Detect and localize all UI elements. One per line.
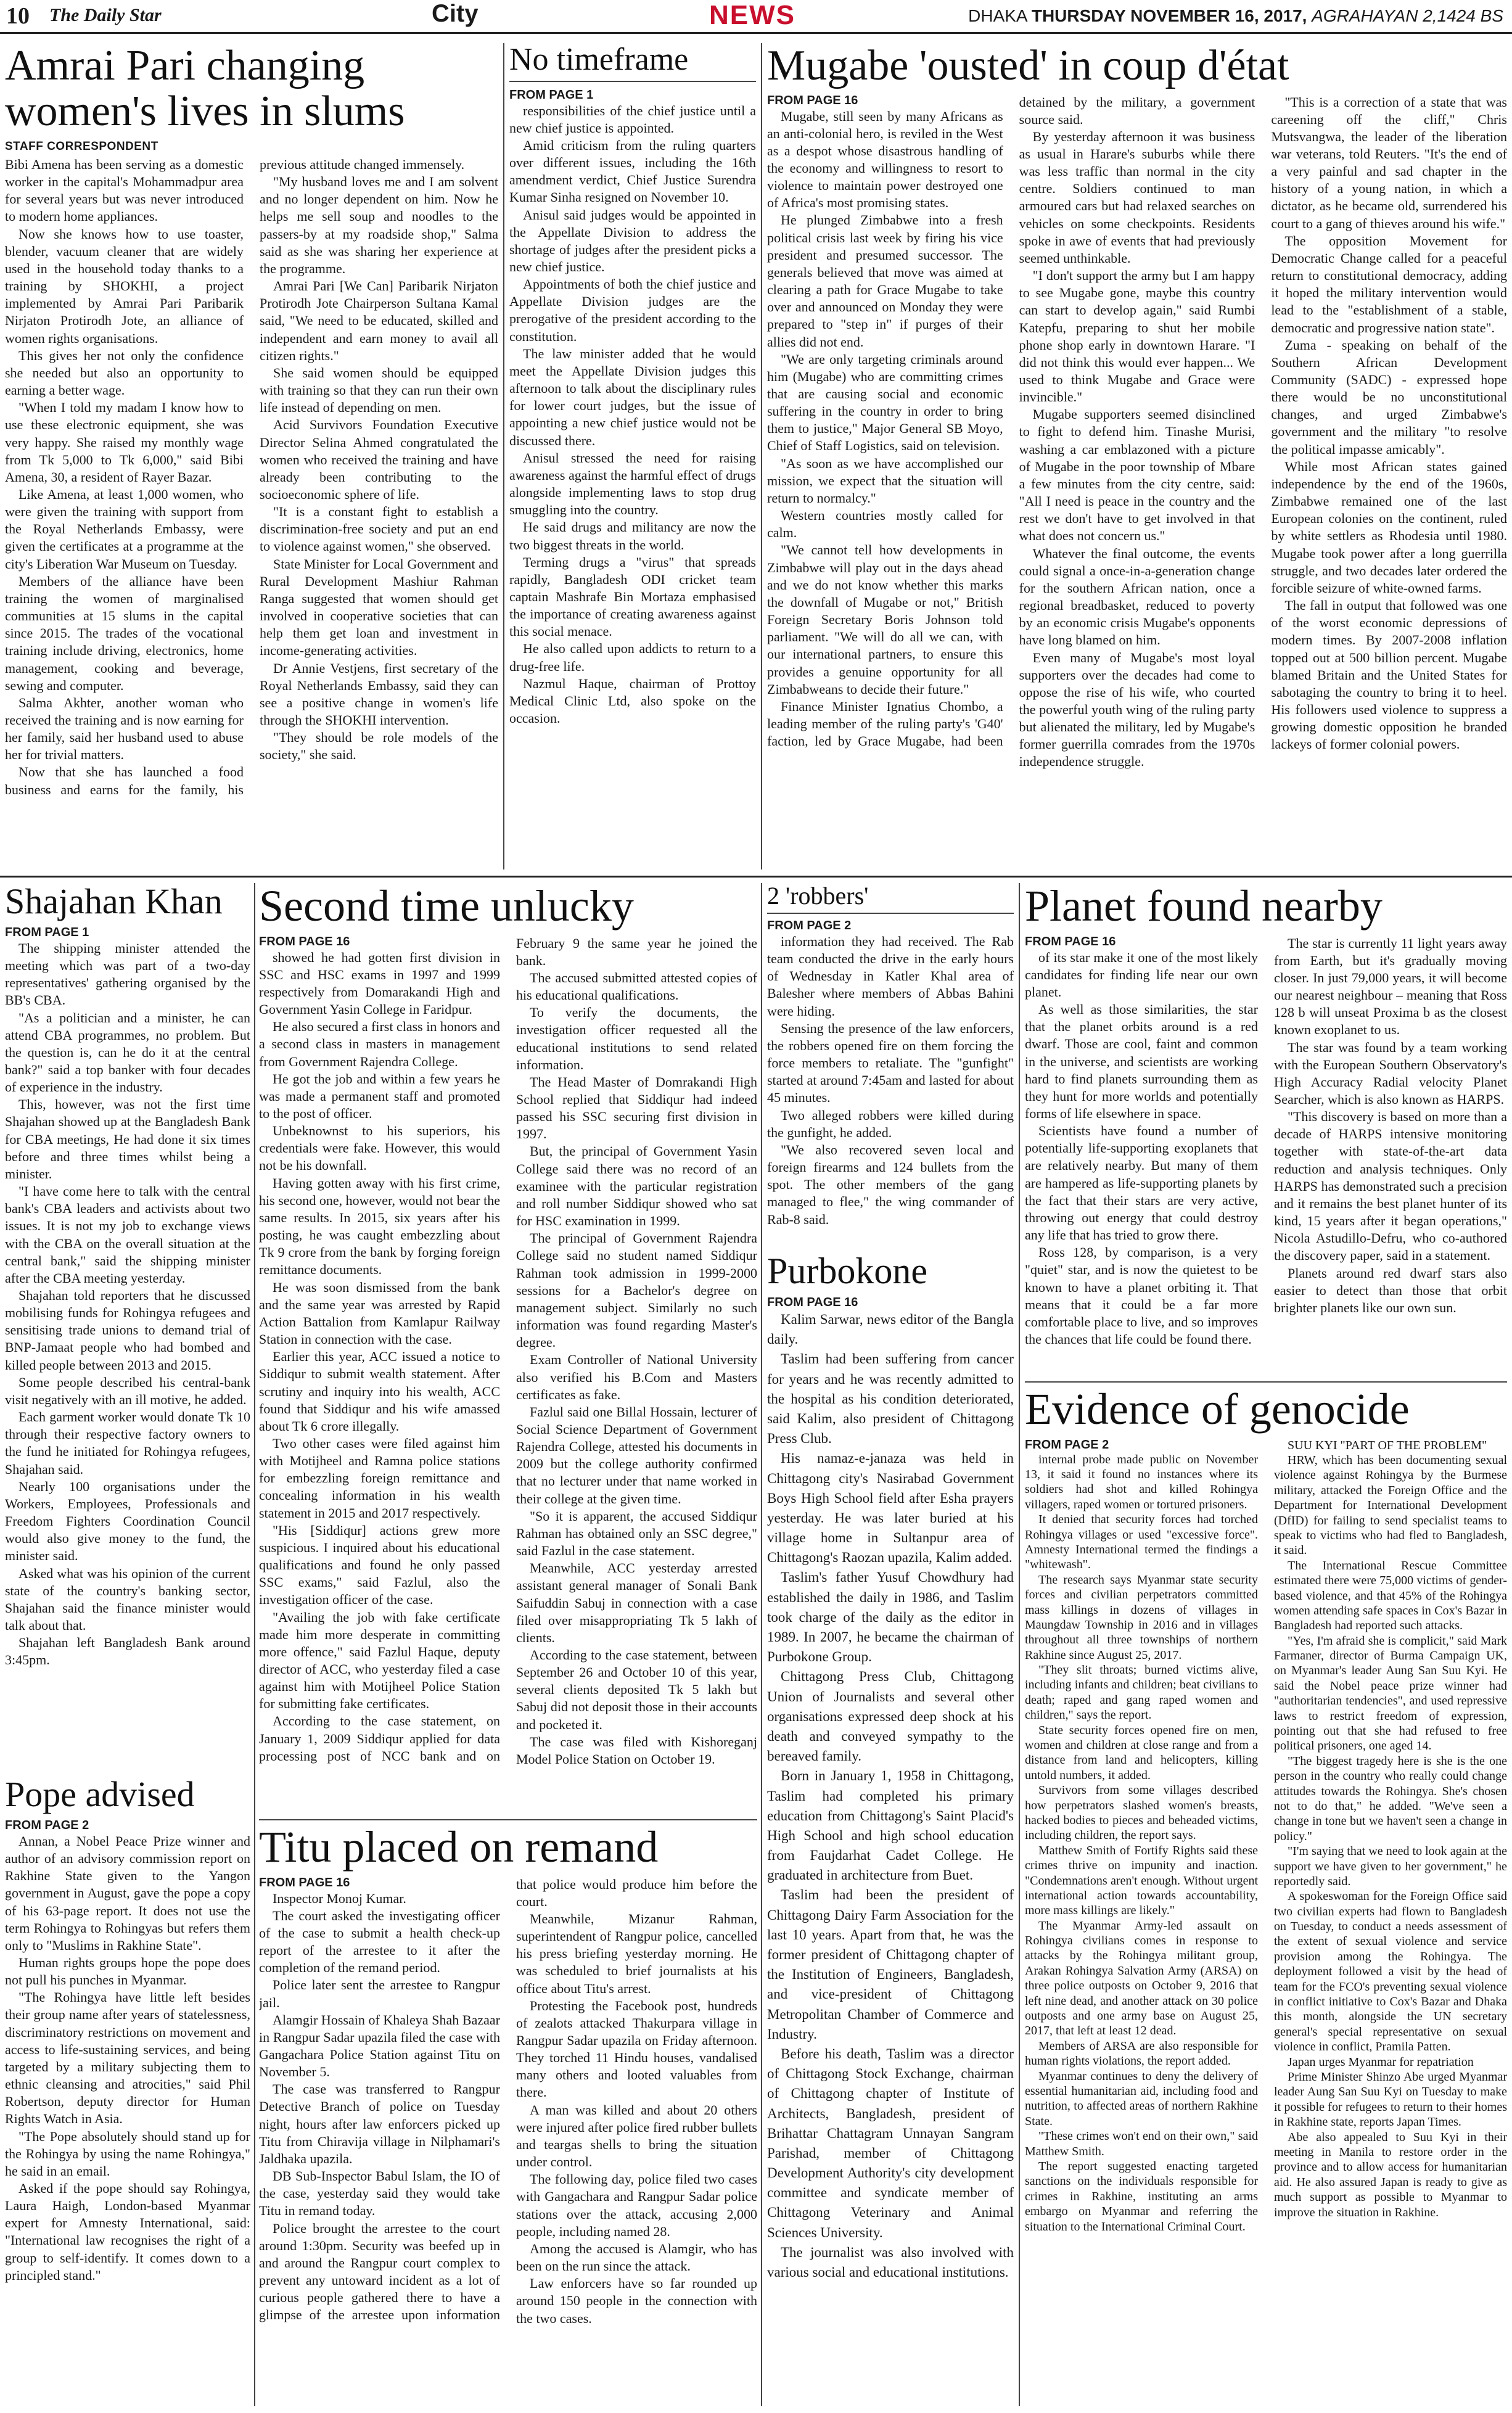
dateline: DHAKA THURSDAY NOVEMBER 16, 2017, AGRAHAYAN 2,1424 BS xyxy=(968,6,1503,25)
article-paragraph: Police later sent the arrestee to Rangpur jail. xyxy=(259,1977,500,2010)
article-paragraph: Taslim had been the president of Chittagong Dairy Farm Association for the last 10 years. Apart from that, he was the former president of Chittagong chapter of the Institution of Engineers, Bangladesh, and vice-president of Chittagong Metropolitan Chamber of Commerce and Industry. xyxy=(767,1887,1014,2042)
article-paragraph: He was soon dismissed from the bank and the same year was arrested by Rapid Action Battalion from Kamlapur Railway Station in connection with the case. xyxy=(259,1279,500,1347)
article-paragraph: "I'm saying that we need to look again at the support we have given to her government," he reportedly said. xyxy=(1274,1844,1507,1888)
article-paragraph: internal probe made public on November 13, it said it found no instances where its soldiers had shot and killed Rohingya villagers, raped women or tortured prisoners. xyxy=(1025,1452,1258,1511)
article-paragraph: Survivors from some villages described how perpetrators slashed women's breasts, hacked bodies to pieces and beheaded victims, including children, the report says. xyxy=(1025,1783,1258,1843)
article-paragraph: Earlier this year, ACC issued a notice to Siddiqur to submit wealth statement. After scrutiny and inquiry into his wealth, ACC found that Siddiqur and his wife amassed about Tk 6 crore illegally. xyxy=(259,1349,500,1434)
article-shajahan-khan xyxy=(5,883,250,1759)
article-paragraph: Ross 128, by comparison, is a very "quiet" star, and is now the quietest to be known to have a planet orbiting it. That means that it could be a far more comfortable place to live, and so improves the chances that life could be found there. xyxy=(1025,1244,1258,1347)
article-paragraph: Having gotten away with his first crime, his second one, however, would not bear the same results. In 2015, six years after his posting, he was caught embezzling about Tk 9 crore from the bank by forging foreign remittance documents. xyxy=(259,1175,500,1278)
article-paragraph: His namaz-e-janaza was held in Chittagong city's Nasirabad Government Boys High School field after Esha prayers yesterday. He was later buried at his village home in Sultanpur area of Chittagong's Raozan upazila, Kalim added. xyxy=(767,1450,1014,1566)
article-paragraph: Now she knows how to use toaster, blender, vacuum cleaner that are widely used in the household today thanks to a training by SHOKHI, a project implemented by Amrai Pari Paribarik Nirjaton Protirodh Jote, an alliance of women rights organisations. xyxy=(5,226,244,346)
article-paragraph: "I don't support the army but I am happy to see Mugabe gone, maybe this country can start to develop again," said Rumbi Katepfu, preparing to shut her mobile phone shop early in downtown Harare. "I did not think this would ever happen... We used to think Mugabe and Grace were invincible." xyxy=(1019,268,1255,405)
article-paragraph: Planets around red dwarf stars also easier to detect than those that orbit brighter planets like our own sun. xyxy=(1274,1265,1507,1315)
article-paragraph: Terming drugs a "virus" that spreads rapidly, Bangladesh ODI cricket team captain Mashrafe Bin Mortaza emphasised the importance of creating awareness against this social menace. xyxy=(509,554,756,639)
article-paragraph: Members of ARSA are also responsible for human rights violations, the report added. xyxy=(1025,2039,1258,2068)
headline: 2 'robbers' xyxy=(767,883,1014,914)
article-2-robbers xyxy=(767,883,1014,1247)
article-paragraph: The research says Myanmar state security forces and civilian perpetrators committed mass killings in dozens of villages in Maungdaw Township in 2016 and in villages throughout all three townships of northern Rakhine since August 25, 2017. xyxy=(1025,1572,1258,1662)
headline: Amrai Pari changing women's lives in slums xyxy=(5,43,405,135)
page-number: 10 xyxy=(6,3,30,29)
article-paragraph: Appointments of both the chief justice and Appellate Division judges are the prerogative of the president according to the constitution. xyxy=(509,276,756,344)
article-paragraph: SUU KYI "PART OF THE PROBLEM" xyxy=(1288,1438,1487,1452)
article-paragraph: But, the principal of Government Yasin College said there was no record of an examinee with the particular registration and roll number Siddiqur showed who sat for HSC examination in 1999. xyxy=(516,1143,757,1229)
article-paragraph: "They should be role models of the society," she said. xyxy=(260,730,498,763)
article-paragraph: Some people described his central-bank visit negatively with an ill motive, he added. xyxy=(5,1374,250,1407)
article-paragraph: Exam Controller of National University also verified his B.Com and Masters certificates as fake. xyxy=(516,1352,757,1402)
article-paragraph: The Myanmar Army-led assault on Rohingya civilians comes in response to attacks by the Rohingya militant group, Arakan Rohingya Salvation Army (ARSA) on three police outposts on October 9, 2016 that left nine dead, and another attack on 30 police outposts and one army base on August 25, 2017, that left at least 12 dead. xyxy=(1025,1918,1258,2038)
article-paragraph: It denied that security forces had torched Rohingya villages or used "excessive force". Amnesty International termed the findings a "whitewash". xyxy=(1025,1513,1258,1572)
headline: Purbokone xyxy=(767,1252,927,1291)
article-paragraph: Before his death, Taslim was a director of Chittagong Stock Exchange, chairman of Chittagong chapter of Institute of Architects, Bangladesh, president of Brihattar Chattagram Unnayan Sangram Parishad, member of Chittagong Development Authority's city development committee and syndicate member of Chittagong Veterinary and Animal Sciences University. xyxy=(767,2045,1014,2240)
article-paragraph: A man was killed and about 20 others were injured after police fired rubber bullets and teargas shells to bring the situation under control. xyxy=(516,2102,757,2170)
article-paragraph: According to the case statement, on January 1, 2009 Siddiqur applied for data processing post of NCC bank and on February 9 the same year he joined the bank. xyxy=(259,935,757,1764)
article-paragraph: "They slit throats; burned victims alive, including infants and children; beat civilians to death; raped and gang raped women and children," says the report. xyxy=(1025,1663,1258,1722)
article-paragraph: of its star make it one of the most likely candidates for finding life near our own planet. xyxy=(1025,949,1258,1000)
article-paragraph: The case was transferred to Rangpur Detective Branch of police on Tuesday night, hours after law enforcers picked up Titu from Chiravija village in Nilphamari's Jaldhaka upazila. xyxy=(259,2081,500,2166)
article-paragraph: "We also recovered seven local and foreign firearms and 124 bullets from the spot. The other members of the gang managed to flee," the wing commander of Rab-8 said. xyxy=(767,1141,1014,1227)
article-paragraph: The journalist was also involved with various social and educational institutions. xyxy=(767,2244,1014,2280)
article-paragraph: The court asked the investigating officer of the case to submit a health check-up report of the arrestee to it after the completion of the remand period. xyxy=(259,1907,500,1976)
article-paragraph: "The biggest tragedy here is she is the one person in the country who really could change attitudes towards the Rohingya. She's chosen not to do that," he added. "We've seen a change in tone but we haven't seen a change in policy." xyxy=(1274,1754,1507,1843)
article-paragraph: The fall in output that followed was one of the worst economic depressions of modern times. By 2007-2008 inflation topped out at 500 billion percent. Mugabe blamed Britain and the United States for sabotaging the country to bring it to heel. His followers used violence to suppress a growing domestic opposition he branded lackeys of former colonial powers. xyxy=(1271,598,1507,752)
article-paragraph: Amid criticism from the ruling quarters over different issues, including the 16th amendment verdict, Chief Justice Surendra Kumar Sinha resigned on November 10. xyxy=(509,137,756,205)
article-purbokone xyxy=(767,1252,1014,2405)
article-paragraph: The principal of Government Rajendra College said no student named Siddiqur Rahman took admission in 1999-2000 sessions for a Bachelor's degree on management subject. Similarly no such information was found regarding Master's degree. xyxy=(516,1230,757,1350)
article-paragraph: Nearly 100 organisations under the Workers, Employees, Professionals and Freedom Fighters Coordination Council would also give money to the fund, the minister said. xyxy=(5,1478,250,1564)
jump-kicker: FROM PAGE 2 xyxy=(1025,1437,1109,1452)
article-paragraph: Human rights groups hope the pope does not pull his punches in Myanmar. xyxy=(5,1954,250,1988)
article-paragraph: "My husband loves me and I am solvent and no longer dependent on him. Now he helps me sell soup and noodles to the passers-by at my roadside shop," Salma said as she was sharing her experience at the programme. xyxy=(260,174,498,276)
masthead-bar xyxy=(0,0,1512,34)
column-rule xyxy=(1019,883,1020,2406)
article-no-timeframe xyxy=(509,43,756,869)
article-paragraph: This gives her not only the confidence she needed but also an opportunity to earning a better wage. xyxy=(5,347,244,398)
article-paragraph: Inspector Monoj Kumar. xyxy=(273,1890,406,1906)
jump-kicker: FROM PAGE 2 xyxy=(5,1818,89,1832)
jump-kicker: FROM PAGE 16 xyxy=(767,1296,858,1309)
article-paragraph: As well as those similarities, the star that the planet orbits around is a red dwarf. Those are cool, faint and common in the universe, and scientists are working hard to find planets surrounding them as they hunt for more worlds and potentially forms of life elsewhere in space. xyxy=(1025,1001,1258,1121)
article-body xyxy=(1025,935,1507,1354)
article-paragraph: The report suggested enacting targeted sanctions on the individuals responsible for crimes in Rakhine, instituting an arms embargo on Myanmar and referring the situation to the International Criminal Court. xyxy=(1025,2159,1258,2234)
article-paragraph: Dr Annie Vestjens, first secretary of the Royal Netherlands Embassy, said they can see a positive change in women's life through the SHOKHI intervention. xyxy=(260,660,498,728)
article-paragraph: The following day, police filed two cases with Gangachara and Rangpur Sadar police stations over the attack, accusing 2,000 people, including named 28. xyxy=(516,2171,757,2239)
article-paragraph: By yesterday afternoon it was business as usual in Harare's suburbs while there was less traffic than normal in the city centre. Soldiers continued to man armoured cars but had relaxed searches on vehicles on some checkpoints. Residents spoke in awe of events that had previously seemed unthinkable. xyxy=(1019,128,1255,266)
article-paragraph: He said drugs and militancy are now the two biggest threats in the world. xyxy=(509,519,756,553)
article-paragraph: Prime Minister Shinzo Abe urged Myanmar leader Aung San Suu Kyi on Tuesday to make it possible for refugees to return to their homes in Rakhine state, reports Japan Times. xyxy=(1274,2070,1507,2129)
article-paragraph: Abe also appealed to Suu Kyi in their meeting in Manila to restore order in the province and to allow access for humanitarian aid. He also assured Japan is ready to give as much support as possible to Myanmar to improve the situation in Rakhine. xyxy=(1274,2130,1507,2219)
article-paragraph: "So it is apparent, the accused Siddiqur Rahman has obtained only an SSC degree," said Fazlul in the case statement. xyxy=(516,1508,757,1559)
article-titu-remand xyxy=(259,1819,757,2413)
article-paragraph: Scientists have found a number of potentially life-supporting exoplanets that are relatively nearby. But many of them are hampered as life-supporting planets by the fact that their stars are very active, throwing out energy that could destroy any life that has tried to grow there. xyxy=(1025,1123,1258,1243)
article-paragraph: responsibilities of the chief justice until a new chief justice is appointed. xyxy=(509,102,756,136)
article-paragraph: Bibi Amena has been serving as a domestic worker in the capital's Mohammadpur area for several years but was never introduced to modern home appliances. xyxy=(5,157,244,224)
article-paragraph: He also called upon addicts to return to a drug-free life. xyxy=(509,641,756,674)
article-paragraph: "The Rohingya have little left besides their group name after years of statelessness, discriminatory restrictions on movement and access to life-sustaining services, and being targeted by a military subjecting them to ethnic cleansing and atrocities," said Phil Robertson, deputy director for Human Rights Watch in Asia. xyxy=(5,1989,250,2127)
article-body xyxy=(767,1296,1014,2282)
headline: Planet found nearby xyxy=(1025,883,1383,931)
headline: Shajahan Khan xyxy=(5,883,223,921)
article-body xyxy=(259,1876,757,2400)
article-paragraph: Asked if the pope should say Rohingya, Laura Haigh, London-based Myanmar expert for Amnesty International, said: "International law recognises the right of a group to self-identify. It comes down to a principled stand." xyxy=(5,2181,250,2283)
article-paragraph: She said women should be equipped with training so that they can run their own life instead of depending on men. xyxy=(260,364,498,416)
article-paragraph: The opposition Movement for Democratic Change called for a peaceful return to constitutional democracy, adding it hoped the military intervention would lead to the "establishment of a stable, democratic and progressive nation state". xyxy=(1271,232,1507,335)
article-paragraph: State Minister for Local Government and Rural Development Mashiur Rahman Ranga suggested that women should get involved in cooperative societies that can help them get loan and investment in income-generating activities. xyxy=(260,556,498,659)
article-paragraph: Taslim's father Yusuf Chowdhury had established the daily in 1986, and Taslim took charge of the daily as the editor in 1989. In 2007, he became the chairman of Purbokone Group. xyxy=(767,1569,1014,1665)
article-paragraph: Protesting the Facebook post, hundreds of zealots attacked Thakurpara village in Rangpur Sadar upazila on Friday afternoon. They torched 11 Hindu houses, vandalised many others and looted valuables from there. xyxy=(516,1997,757,2100)
article-paragraph: Even many of Mugabe's most loyal supporters over the decades had come to oppose the rise of his wife, who courted the powerful youth wing of the ruling party but alienated the military, led by Mugabe's former guerrilla comrades from the 1970s independence struggle. xyxy=(1019,649,1255,770)
article-paragraph: Western countries mostly called for calm. xyxy=(767,508,1003,541)
column-rule xyxy=(254,883,255,2406)
article-paragraph: The International Rescue Committee estimated there were 75,000 victims of gender-based violence, and that 45% of the Rohingya women attending safe spaces in Cox's Bazar in Bangladesh had reported such attacks. xyxy=(1274,1558,1507,1633)
article-pope-advised xyxy=(5,1776,250,2405)
headline: Second time unlucky xyxy=(259,883,634,931)
article-paragraph: "This discovery is based on more than a decade of HARPS intensive monitoring together with state-of-the-art data reduction and analysis techniques. Only HARPS has demonstrated such a precision and it remains the best planet hunter of its kind, 15 years after it began operations," Nicola Astudillo-Defru, who co-authored the discovery paper, said in a statement. xyxy=(1274,1109,1507,1264)
article-paragraph: Among the accused is Alamgir, who has been on the run since the attack. xyxy=(516,2240,757,2274)
article-paragraph: Annan, a Nobel Peace Prize winner and author of an advisory commission report on Rakhine State given to the Yangon government in August, gave the pope a copy of his 63-page report. It does not use the term Rohingya to Rohingyas but refers them only to "Muslims in Rakhine State". xyxy=(5,1833,250,1953)
article-paragraph: "We cannot tell how developments in Zimbabwe will play out in the days ahead and we do not know whether this marks the downfall of Mugabe or not," British Foreign Secretary Boris Johnson told parliament. "We will do all we can, with our international partners, to ensure this provides a genuine opportunity for all Zimbabweans to decide their future." xyxy=(767,542,1003,697)
article-paragraph: Fazlul said one Billal Hossain, lecturer of Social Science Department of Government Rajendra College, attested his documents in 2009 but the college authority confirmed that no lecturer under that name worked in their college at the given time. xyxy=(516,1404,757,1507)
article-paragraph: DB Sub-Inspector Babul Islam, the IO of the case, yesterday said they would take Titu in remand today. xyxy=(259,2168,500,2219)
article-paragraph: The star is currently 11 light years away from Earth, but it's gradually moving closer. In just 79,000 years, it will become our nearest neighbour – meaning that Ross 128 b will unseat Proxima b as the closest known exoplanet to us. xyxy=(1274,935,1507,1038)
article-mugabe xyxy=(767,43,1507,869)
article-paragraph: Finance Minister Ignatius Chombo, a leading member of the ruling party's 'G40' faction, led by Grace Mugabe, had been detained by the military, a government source said. xyxy=(767,94,1255,749)
article-paragraph: Members of the alliance have been training the women of marginalised communities at 15 slums in the capital since 2015. The trades of the vocational training include driving, electronics, home management, cooking and beverage, sewing and computer. xyxy=(5,573,244,693)
section-name: City xyxy=(432,0,479,27)
article-paragraph: Asked what was his opinion of the current state of the country's banking sector, Shajahan said the finance minister would talk about that. xyxy=(5,1565,250,1633)
article-paragraph: Matthew Smith of Fortify Rights said these crimes thrive on impunity and inaction. "Condemnations aren't enough. Without urgent international action towards accountability, more mass killings are likely." xyxy=(1025,1843,1258,1918)
article-body xyxy=(259,935,757,1798)
article-paragraph: State security forces opened fire on men, women and children at close range and from a distance from land and helicopters, killing untold numbers, it added. xyxy=(1025,1723,1258,1782)
article-paragraph: Anisul stressed the need for raising awareness against the harmful effect of drugs alongside implementing laws to stop drug smuggling into the country. xyxy=(509,450,756,518)
article-second-time-unlucky xyxy=(259,883,757,1814)
article-paragraph: Meanwhile, Mizanur Rahman, superintendent of Rangpur police, cancelled his press briefing yesterday morning. He was scheduled to brief journalists at his office about Titu's arrest. xyxy=(516,1910,757,1996)
article-paragraph: Zuma - speaking on behalf of the Southern African Development Community (SADC) - expressed hope there would be no unconstitutional changes, and urged Zimbabwe's government and the military "to resolve the political impasse amicably". xyxy=(1271,337,1507,457)
article-paragraph: "We are only targeting criminals around him (Mugabe) who are committing crimes that are causing social and economic suffering in the country in order to bring them to justice," Major General SB Moyo, Chief of Staff Logistics, said on television. xyxy=(767,351,1003,454)
article-paragraph: Myanmar continues to deny the delivery of essential humanitarian aid, including food and nutrition, to affected areas of northern Rakhine State. xyxy=(1025,2069,1258,2128)
article-paragraph: Two alleged robbers were killed during the gunfight, he added. xyxy=(767,1107,1014,1140)
article-paragraph: showed he had gotten first division in SSC and HSC exams in 1997 and 1999 respectively from Domarakandi High and Government Yasin College in Faridpur. xyxy=(259,949,500,1017)
headline: Evidence of genocide xyxy=(1025,1384,1410,1434)
article-paragraph: Born in January 1, 1958 in Chittagong, Taslim had completed his primary education from Chittagong's Saint Placid's High School and high school education from Faujdarhat Cadet College. He graduated in architecture from Buet. xyxy=(767,1768,1014,1883)
article-body xyxy=(767,94,1507,861)
article-paragraph: Each garment worker would donate Tk 10 through their respective factory owners to the fund he initiated for Rohingya refugees, Shajahan said. xyxy=(5,1409,250,1477)
article-paragraph: Meanwhile, ACC yesterday arrested assistant general manager of Sonali Bank Saifuddin Sabuj in connection with a case filed over misappropriating Tk 5 lakh of clients. xyxy=(516,1560,757,1645)
paper-name: The Daily Star xyxy=(49,5,162,25)
article-paragraph: Like Amena, at least 1,000 women, who were given the training with support from the Royal Netherlands Embassy, were given the certificates at a programme at the city's Liberation War Museum on Tuesday. xyxy=(5,486,244,572)
article-paragraph: information they had received. The Rab team conducted the drive in the early hours of Wednesday in Katler Khal area of Balesher where members of Abbas Bahini were hiding. xyxy=(767,934,1014,1019)
article-paragraph: Unbeknownst to his superiors, his credentials were fake. However, this would not be his downfall. xyxy=(259,1123,500,1174)
article-paragraph: Now that she has launched a food business and earns for the family, his previous attitude changed immensely. xyxy=(5,157,465,797)
article-paragraph: The case was filed with Kishoreganj Model Police Station on October 19. xyxy=(516,1733,757,1767)
headline: No timeframe xyxy=(509,43,756,82)
article-paragraph: To verify the documents, the investigation officer requested all the educational institutions to send related information. xyxy=(516,1005,757,1072)
section-rule xyxy=(0,876,1512,878)
article-paragraph: A spokeswoman for the Foreign Office said two civilian experts had flown to Bangladesh on Tuesday, to conduct a needs assessment of the extent of sexual violence and service provision among the Rohingya. The deployment followed a visit by the head of team for the FCO's preventing sexual violence in conflict initiative to Cox's Bazar and Dhaka this month, alongside the UN secretary general's special representative on sexual violence in conflict, Pramila Patten. xyxy=(1274,1889,1507,2054)
article-paragraph: "When I told my madam I know how to use these electronic equipment, she was very happy. She raised my monthly wage from Tk 5,000 to Tk 6,000," said Bibi Amena, 30, a resident of Rayer Bazar. xyxy=(5,400,244,485)
article-body xyxy=(5,1819,250,2284)
headline: Titu placed on remand xyxy=(259,1822,659,1872)
article-paragraph: The Head Master of Domrakandi High School replied that Siddiqur had indeed passed his SSC securing first division in 1997. xyxy=(516,1074,757,1142)
jump-kicker: FROM PAGE 1 xyxy=(5,925,89,939)
jump-kicker: FROM PAGE 16 xyxy=(259,934,350,948)
article-paragraph: "The Pope absolutely should stand up for the Rohingya by using the name Rohingya," he said in an email. xyxy=(5,2128,250,2179)
column-rule xyxy=(761,883,762,2406)
article-paragraph: "Yes, I'm afraid she is complicit," said Mark Farmaner, director of Burma Campaign UK, on Myanmar's leader Aung San Suu Kyi. He said the Nobel peace prize winner had "authoritarian tendencies", and used repressive laws to restrict freedom of expression, pointing out that she had refused to free political prisoners, one aged 14. xyxy=(1274,1634,1507,1753)
article-paragraph: Anisul said judges would be appointed in the Appellate Division to address the shortage of judges after the president picks a new chief justice. xyxy=(509,207,756,274)
headline: Pope advised xyxy=(5,1776,195,1814)
article-paragraph: Taslim had been suffering from cancer for years and he was recently admitted to the hospital as his condition deteriorated, said Kalim, also president of Chittagong Press Club. xyxy=(767,1351,1014,1447)
article-paragraph: Law enforcers have so far rounded up around 150 people in the connection with the two cases. xyxy=(516,2275,757,2326)
article-paragraph: This, however, was not the first time Shajahan showed up at the Bangladesh Bank for CBA meetings, He had done it six times before and three times whilst being a minister. xyxy=(5,1096,250,1182)
article-paragraph: Shajahan left Bangladesh Bank around 3:45pm. xyxy=(5,1635,250,1668)
jump-kicker: FROM PAGE 16 xyxy=(767,93,858,107)
article-paragraph: Alamgir Hossain of Khaleya Shah Bazaar in Rangpur Sadar upazila filed the case with Gangachara Police Station against Titu on November 5. xyxy=(259,2012,500,2080)
article-paragraph: "This is a correction of a state that was careening off the cliff," Chris Mutsvangwa, the leader of the liberation war veterans, told Reuters. "It's the end of a very painful and sad chapter in the history of a young nation, in which a dictator, as he became old, surrendered his court to a gang of thieves around his wife." xyxy=(1271,94,1507,231)
jump-kicker: FROM PAGE 16 xyxy=(1025,934,1116,948)
article-paragraph: Salma Akhter, another woman who received the training and is now earning for her family, said her husband used to abuse her for trivial matters. xyxy=(5,694,244,763)
article-body xyxy=(767,919,1014,1228)
jump-kicker: FROM PAGE 1 xyxy=(509,88,594,102)
article-body xyxy=(5,926,250,1669)
article-paragraph: Japan urges Myanmar for repatriation xyxy=(1288,2055,1474,2069)
article-paragraph: "As soon as we have accomplished our mission, we expect that the situation will return to normalcy." xyxy=(767,455,1003,506)
article-body xyxy=(509,88,756,728)
article-paragraph: Two other cases were filed against him with Motijheel and Ramna police stations for embezzling foreign remittance and concealing information in his wealth statement in 2015 and 2017 respectively. xyxy=(259,1435,500,1521)
jump-kicker: FROM PAGE 16 xyxy=(259,1875,350,1889)
byline: STAFF CORRESPONDENT xyxy=(5,140,158,153)
article-paragraph: "I have come here to talk with the central bank's CBA leaders and activists about two issues. It is not my job to exchange views with the CBA on the overall situation at the central bank," said the shipping minister after the CBA meeting yesterday. xyxy=(5,1183,250,1286)
article-body xyxy=(5,156,498,837)
article-evidence-genocide xyxy=(1025,1381,1507,2413)
article-paragraph: While most African states gained independence by the end of the 1960s, Zimbabwe remained one of the last European colonies on the continent, ruled by white settlers as Rhodesia until 1980. Mugabe took power after a long guerrilla struggle, and two decades later ordered the forcible seizure of white-owned farms. xyxy=(1271,458,1507,596)
article-paragraph: According to the case statement, between September 26 and October 10 of this year, several clients deposited Tk 5 lakh but Sabuj did not deposit those in their accounts and pocketed it. xyxy=(516,1647,757,1732)
article-paragraph: "His [Siddiqur] actions grew more suspicious. I inquired about his educational qualifications and found he only passed SSC exams," said Fazlul, also the investigation officer of the case. xyxy=(259,1522,500,1608)
article-planet-found xyxy=(1025,883,1507,1376)
article-paragraph: Whatever the final outcome, the events could signal a once-in-a-generation change for the southern African nation, once a regional breadbasket, reduced to poverty by an economic crisis Mugabe's opponents have long blamed on him. xyxy=(1019,545,1255,648)
article-paragraph: Mugabe supporters seemed disinclined to fight to defend him. Tinashe Murisi, washing a car emblazoned with a picture of Mugabe in the poor township of Mbare a few minutes from the city centre, said: "All I need is peace in the country and the rest we don't have to get involved in that what does not concern us." xyxy=(1019,406,1255,544)
article-paragraph: "As a politician and a minister, he can attend CBA programmes, no problem. But the question is, can he do it at the central bank?" said a top banker with four decades of experience in the industry. xyxy=(5,1009,250,1095)
article-paragraph: The star was found by a team working with the European Southern Observatory's High Accuracy Radial velocity Planet Searcher, which is also known as HARPS. xyxy=(1274,1039,1507,1107)
article-paragraph: Nazmul Haque, chairman of Prottoy Medical Clinic Ltd, also spoke on the occasion. xyxy=(509,675,756,726)
column-rule xyxy=(761,43,762,869)
article-body xyxy=(1025,1438,1507,2400)
article-paragraph: He also secured a first class in honors and a second class in masters in management from Government Rajendra College. xyxy=(259,1019,501,1069)
article-paragraph: Kalim Sarwar, news editor of the Bangla daily. xyxy=(767,1312,1014,1347)
article-paragraph: Sensing the presence of the law enforcers, the robbers opened fire on them forcing the force members to retaliate. The "gunfight" started at around 7:45am and lasted for about 45 minutes. xyxy=(767,1020,1014,1106)
article-paragraph: Amrai Pari [We Can] Paribarik Nirjaton Protirodh Jote Chairperson Sultana Kamal said, "We need to be educated, skilled and independent and earn money to avail all citizen rights." xyxy=(260,278,498,363)
article-paragraph: The law minister added that he would meet the Appellate Division judges this afternoon to talk about the disciplinary rules for lower court judges, but the issue of appointing a new chief justice would not be discussed there. xyxy=(509,345,756,448)
article-paragraph: "It is a constant fight to establish a discrimination-free society and put an end to violence against women," she observed. xyxy=(260,504,498,554)
article-paragraph: HRW, which has been documenting sexual violence against Rohingya by the Burmese military, attacked the Foreign Office and the Department for International Development (DfID) for failing to send specialist teams to speak to victims who had fled to Bangladesh, it said. xyxy=(1274,1453,1507,1558)
article-paragraph: Chittagong Press Club, Chittagong Union of Journalists and several other organisations expressed deep shock at his death and conveyed sympathy to the bereaved family. xyxy=(767,1669,1014,1764)
article-paragraph: Mugabe, still seen by many Africans as an anti-colonial hero, is reviled in the West as a despot whose disastrous handling of the economy and willingness to resort to violence to maintain power destroyed one of Africa's most promising states. xyxy=(767,108,1003,211)
jump-kicker: FROM PAGE 2 xyxy=(767,919,852,932)
article-paragraph: He plunged Zimbabwe into a fresh political crisis last week by firing his vice president and presumed successor. The generals believed that move was aimed at clearing a path for Grace Mugabe to take over and announced on Monday they were prepared to "step in" if purges of their allies did not end. xyxy=(767,212,1003,350)
article-paragraph: He got the job and within a few years he was made a permanent staff and promoted to the post of officer. xyxy=(259,1071,500,1121)
article-paragraph: The accused submitted attested copies of his educational qualifications. xyxy=(516,969,757,1003)
article-paragraph: "These crimes won't end on their own," said Matthew Smith. xyxy=(1025,2129,1258,2158)
article-paragraph: Acid Survivors Foundation Executive Director Selina Ahmed congratulated the women who received the training and have already been contributing to the socioeconomic sphere of life. xyxy=(260,417,498,502)
article-paragraph: Police brought the arrestee to the court around 1:30pm. Security was beefed up in and around the Rangpur court complex to prevent any untoward incident as a lot of curious people gathered there to have a glimpse of the arrestee upon information that police would produce him before the court. xyxy=(259,1876,757,2323)
article-paragraph: "Availing the job with fake certificate made him more desperate in committing more offence," said Fazlul Haque, deputy director of ACC, who yesterday filed a case against him with Motijheel Police Station for submitting fake certificates. xyxy=(259,1609,500,1712)
headline: Mugabe 'ousted' in coup d'état xyxy=(767,43,1289,89)
column-rule xyxy=(503,43,504,869)
article-paragraph: The shipping minister attended the meeting which was part of a two-day representatives' gathering organised by the BB's CBA. xyxy=(5,940,250,1008)
article-paragraph: Shajahan told reporters that he discussed mobilising funds for Rohingya refugees and sensitising trade unions to demand trial of BNP-Jamaat people who had bombed and killed people between 2013 and 2015. xyxy=(5,1288,250,1373)
article-amrai-pari xyxy=(5,43,498,876)
section-news: NEWS xyxy=(709,0,795,30)
